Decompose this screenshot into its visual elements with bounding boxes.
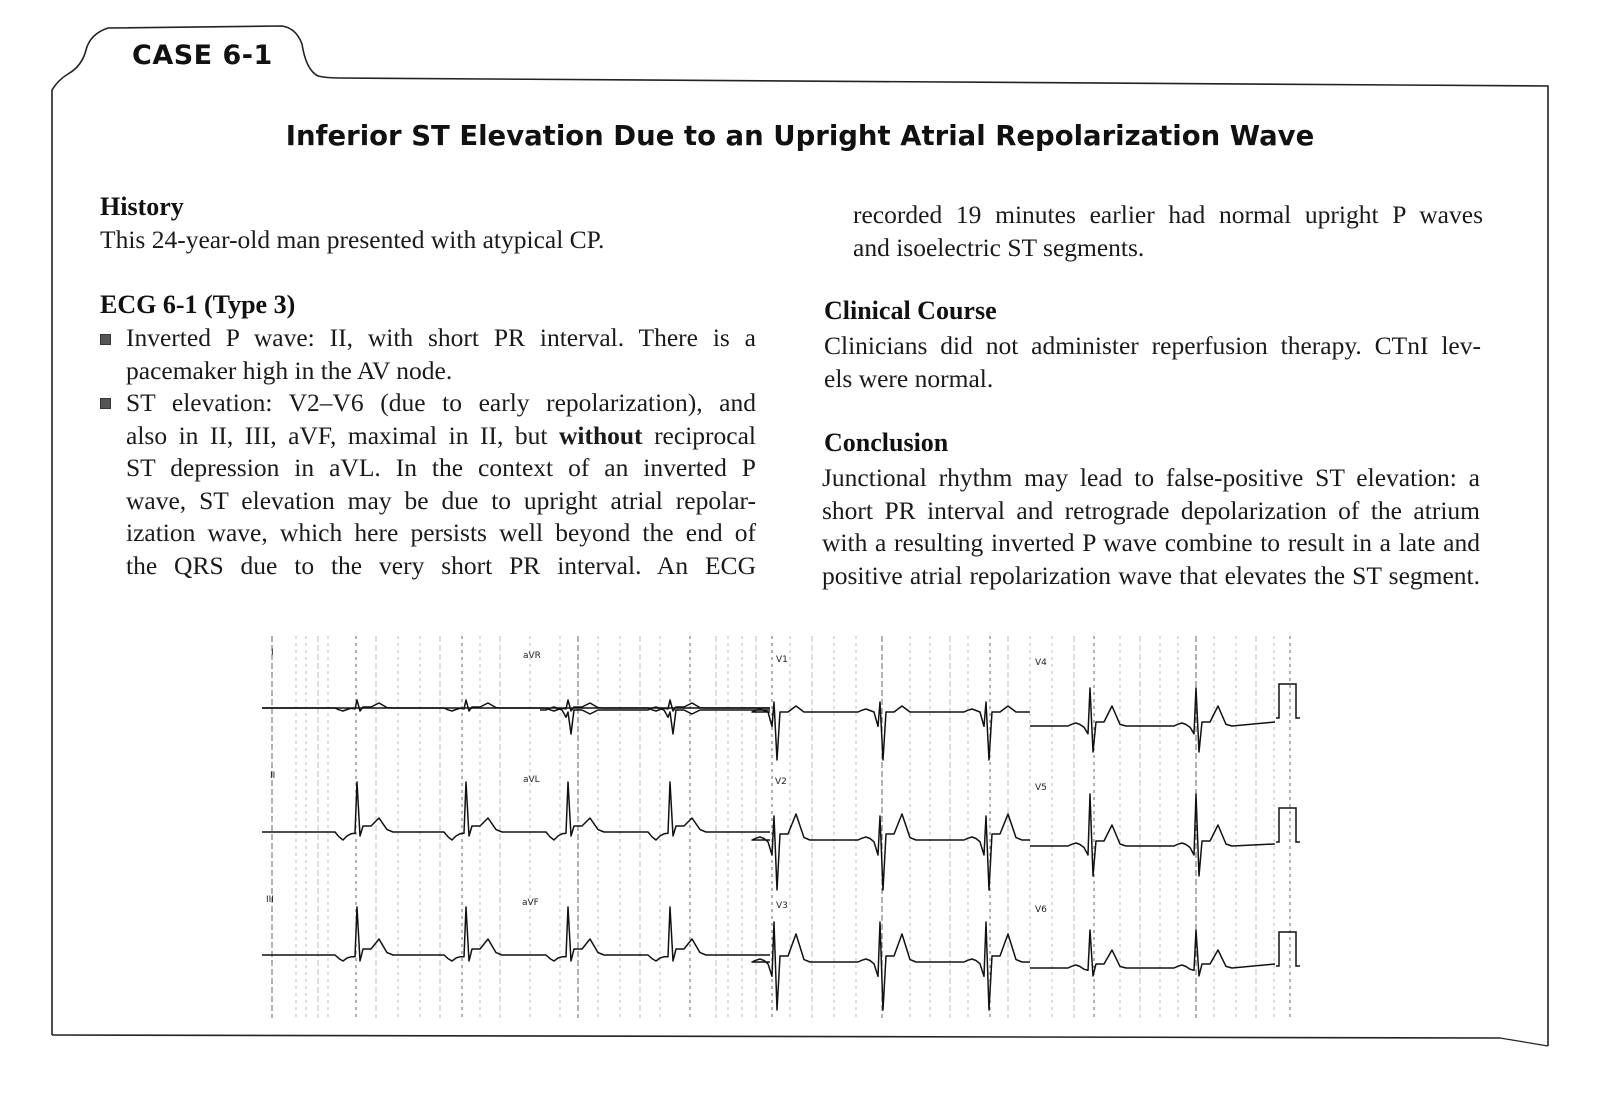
lead-label-v4: V4	[1035, 658, 1047, 668]
ecg-waveform	[752, 702, 1030, 760]
ecg-waveform	[262, 907, 770, 961]
lead-label-v3: V3	[776, 901, 788, 911]
lead-label-v2: V2	[775, 777, 787, 787]
ecg-waveform	[262, 700, 770, 711]
lead-label-avf: aVF	[522, 898, 539, 908]
ecg-waveform	[752, 814, 1030, 890]
bullet-2-line-4: wave, ST elevation may be due to upright atrial repolar-	[126, 485, 756, 515]
conclusion-line-2: short PR interval and retrograde depolarization of the atrium	[822, 495, 1480, 525]
ecg-waveform	[1030, 930, 1275, 976]
history-heading: History	[100, 192, 184, 221]
conclusion-heading: Conclusion	[824, 428, 949, 457]
bullet-2-line-5: ization wave, which here persists well beyond the end of	[126, 518, 756, 547]
continuation-line-2: and isoelectric ST segments.	[853, 232, 1145, 262]
lead-label-avl: aVL	[523, 775, 540, 785]
continuation-line-1: recorded 19 minutes earlier had normal upright P waves	[853, 200, 1483, 229]
ecg-grid	[272, 636, 1290, 1018]
ecg-waveform	[1030, 794, 1275, 876]
lead-label-v5: V5	[1035, 783, 1047, 793]
clinical-line-2: els were normal.	[824, 363, 994, 393]
ecg-heading: ECG 6-1 (Type 3)	[100, 290, 296, 319]
conclusion-line-3: with a resulting inverted P wave combine to result in a late and	[822, 528, 1480, 557]
conclusion-line-1: Junctional rhythm may lead to false-positive ST elevation: a	[822, 463, 1480, 492]
bullet-2-line-2-after: reciprocal	[642, 420, 756, 450]
bullet-2-line-1: ST elevation: V2–V6 (due to early repolarization), and	[126, 388, 756, 417]
conclusion-line-4: positive atrial repolarization wave that elevates the ST segment.	[822, 560, 1480, 590]
bullet-1-line-1: Inverted P wave: II, with short PR interval. There is a	[126, 323, 756, 352]
calibration-pulse	[1276, 808, 1300, 842]
case-tab-label: CASE 6-1	[132, 40, 273, 71]
bullet-2-line-6: the QRS due to the very short PR interval. An ECG	[126, 550, 756, 580]
calibration-pulse	[1276, 684, 1300, 718]
lead-label-iii: III	[266, 895, 274, 905]
bullet-2-line-2-text: also in II, III, aVF, maximal in II, but	[126, 420, 559, 450]
lead-label-v6: V6	[1035, 905, 1047, 915]
bullet-2-line-3: ST depression in aVL. In the context of an inverted P	[126, 453, 756, 482]
bullet-1-line-2: pacemaker high in the AV node.	[126, 355, 453, 385]
page-title: Inferior ST Elevation Due to an Upright Atrial Repolarization Wave	[285, 120, 1315, 152]
bold-word: without	[558, 420, 643, 450]
lead-label-ii: II	[270, 771, 276, 781]
lead-label-avr: aVR	[523, 651, 541, 661]
ecg-waveform	[262, 782, 770, 840]
history-text: This 24-year-old man presented with atypical CP.	[100, 225, 605, 254]
clinical-line-1: Clinicians did not administer reperfusion therapy. CTnI lev-	[824, 331, 1481, 360]
lead-label-v1: V1	[776, 655, 788, 665]
lead-label-i: I	[271, 648, 274, 658]
ecg-waveforms	[262, 684, 1300, 1010]
clinical-course-heading: Clinical Course	[824, 296, 997, 325]
calibration-pulse	[1276, 932, 1300, 966]
ecg-waveform	[1030, 688, 1275, 752]
ecg-waveform	[752, 922, 1030, 1010]
